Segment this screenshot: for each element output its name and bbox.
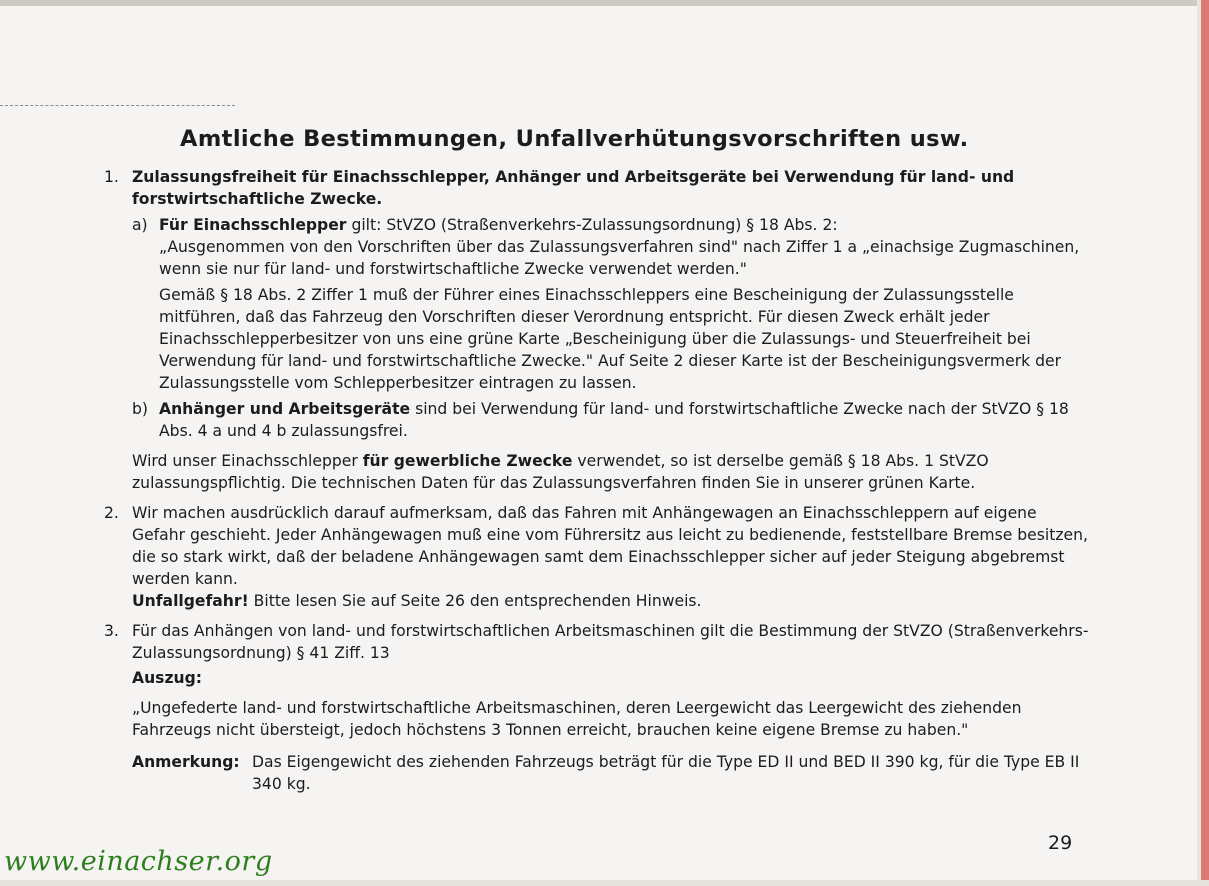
paragraph: Für das Anhängen von land- und forstwirtschaftlichen Arbeitsmaschinen gilt die Bestimmung der StVZO (Straßenverkehrs-Zulassungsordnung) § 41 Ziff. 13 bbox=[132, 622, 1089, 662]
closing-paragraph bbox=[132, 450, 1089, 494]
lead-rest: sind bei Verwendung für land- und forstwirtschaftliche Zwecke nach der StVZO § 18 Abs. 4 a und 4 b zulassungsfrei. bbox=[159, 400, 1069, 440]
sub-item-label: b) bbox=[132, 400, 148, 418]
document-page bbox=[104, 124, 1089, 803]
page-bottom-edge bbox=[0, 880, 1209, 886]
lead-rest: gilt: StVZO (Straßenverkehrs-Zulassungsordnung) § 18 Abs. 2: bbox=[346, 216, 838, 234]
closing-text-b: verwendet, so ist derselbe gemäß § 18 Abs. 1 StVZO zulassungspflichtig. Die technischen Daten für das Zulassungsverfahren finden Sie in unserer grünen Karte. bbox=[132, 452, 989, 492]
closing-text-a: Wird unser Einachsschlepper bbox=[132, 452, 363, 470]
excerpt-label-text: Auszug: bbox=[132, 669, 203, 687]
excerpt-label bbox=[132, 667, 1089, 689]
warning-line bbox=[132, 590, 1089, 612]
note-block bbox=[132, 751, 1089, 795]
page-title: Amtliche Bestimmungen, Unfallverhütungsvorschriften usw. bbox=[180, 126, 969, 152]
page-right-edge bbox=[1201, 0, 1209, 886]
page-number: 29 bbox=[1048, 832, 1073, 854]
paragraph: Wir machen ausdrücklich darauf aufmerksam, daß das Fahren mit Anhängewagen an Einachsschleppern auf eigene Gefahr geschieht. Jeder Anhängewagen muß eine vom Führersitz aus leicht zu bedienende, feststellbare Bremse besitzen, die so stark wirkt, daß der beladene Anhängewagen samt dem Einachsschlepper sicher auf jeder Steigung abgebremst werden kann. bbox=[132, 504, 1088, 588]
lead-bold: Für Einachsschlepper bbox=[159, 216, 347, 234]
excerpt-quote: „Ungefederte land- und forstwirtschaftliche Arbeitsmaschinen, deren Leergewicht das Leergewicht des ziehenden Fahrzeugs nicht übersteigt, jedoch höchstens 3 Tonnen erreicht, brauchen keine eigene Bremse zu haben." bbox=[132, 699, 1022, 739]
lead-bold: Anhänger und Arbeitsgeräte bbox=[159, 400, 411, 418]
sub-item-lead bbox=[159, 214, 1089, 236]
watermark-url: www.einachser.org bbox=[4, 846, 273, 877]
note-text: Das Eigengewicht des ziehenden Fahrzeugs beträgt für die Type ED II und BED II 390 kg, für die Type EB II 340 kg. bbox=[252, 753, 1080, 793]
item-number: 2. bbox=[104, 504, 119, 522]
legal-quote: „Ausgenommen von den Vorschriften über das Zulassungsverfahren sind" nach Ziffer 1 a „einachsige Zugmaschinen, wenn sie nur für land- und forstwirtschaftliche Zwecke verwendet werden." bbox=[159, 238, 1080, 278]
scan-dash-line bbox=[0, 105, 235, 106]
list-item-1 bbox=[104, 166, 1089, 494]
list-item-3 bbox=[104, 620, 1089, 795]
item-title: Zulassungsfreiheit für Einachsschlepper, Anhänger und Arbeitsgeräte bei Verwendung für land- und forstwirtschaftliche Zwecke. bbox=[132, 168, 1015, 208]
item-number: 1. bbox=[104, 168, 119, 186]
closing-bold: für gewerbliche Zwecke bbox=[362, 452, 573, 470]
note-label: Anmerkung: bbox=[132, 753, 240, 771]
sub-item-label: a) bbox=[132, 216, 148, 234]
warning-text: Bitte lesen Sie auf Seite 26 den entsprechenden Hinweis. bbox=[248, 592, 702, 610]
sub-item-a bbox=[132, 214, 1089, 394]
item-number: 3. bbox=[104, 622, 119, 640]
page-top-edge bbox=[0, 0, 1209, 6]
paragraph: Gemäß § 18 Abs. 2 Ziffer 1 muß der Führer eines Einachsschleppers eine Bescheinigung der Zulassungsstelle mitführen, daß das Fahrzeug den Vorschriften dieser Verordnung entspricht. Für diesen Zweck erhält jeder Einachsschlepperbesitzer von uns eine grüne Karte „Bescheinigung über die Zulassungs- und Steuerfreiheit bei Verwendung für land- und forstwirtschaftliche Zwecke." Auf Seite 2 dieser Karte ist der Bescheinigungsvermerk der Zulassungsstelle vom Schlepperbesitzer eintragen zu lassen. bbox=[159, 286, 1062, 392]
sub-item-b bbox=[132, 398, 1089, 442]
list-item-2 bbox=[104, 502, 1089, 612]
warning-bold: Unfallgefahr! bbox=[132, 592, 249, 610]
sub-item-lead bbox=[159, 398, 1089, 442]
